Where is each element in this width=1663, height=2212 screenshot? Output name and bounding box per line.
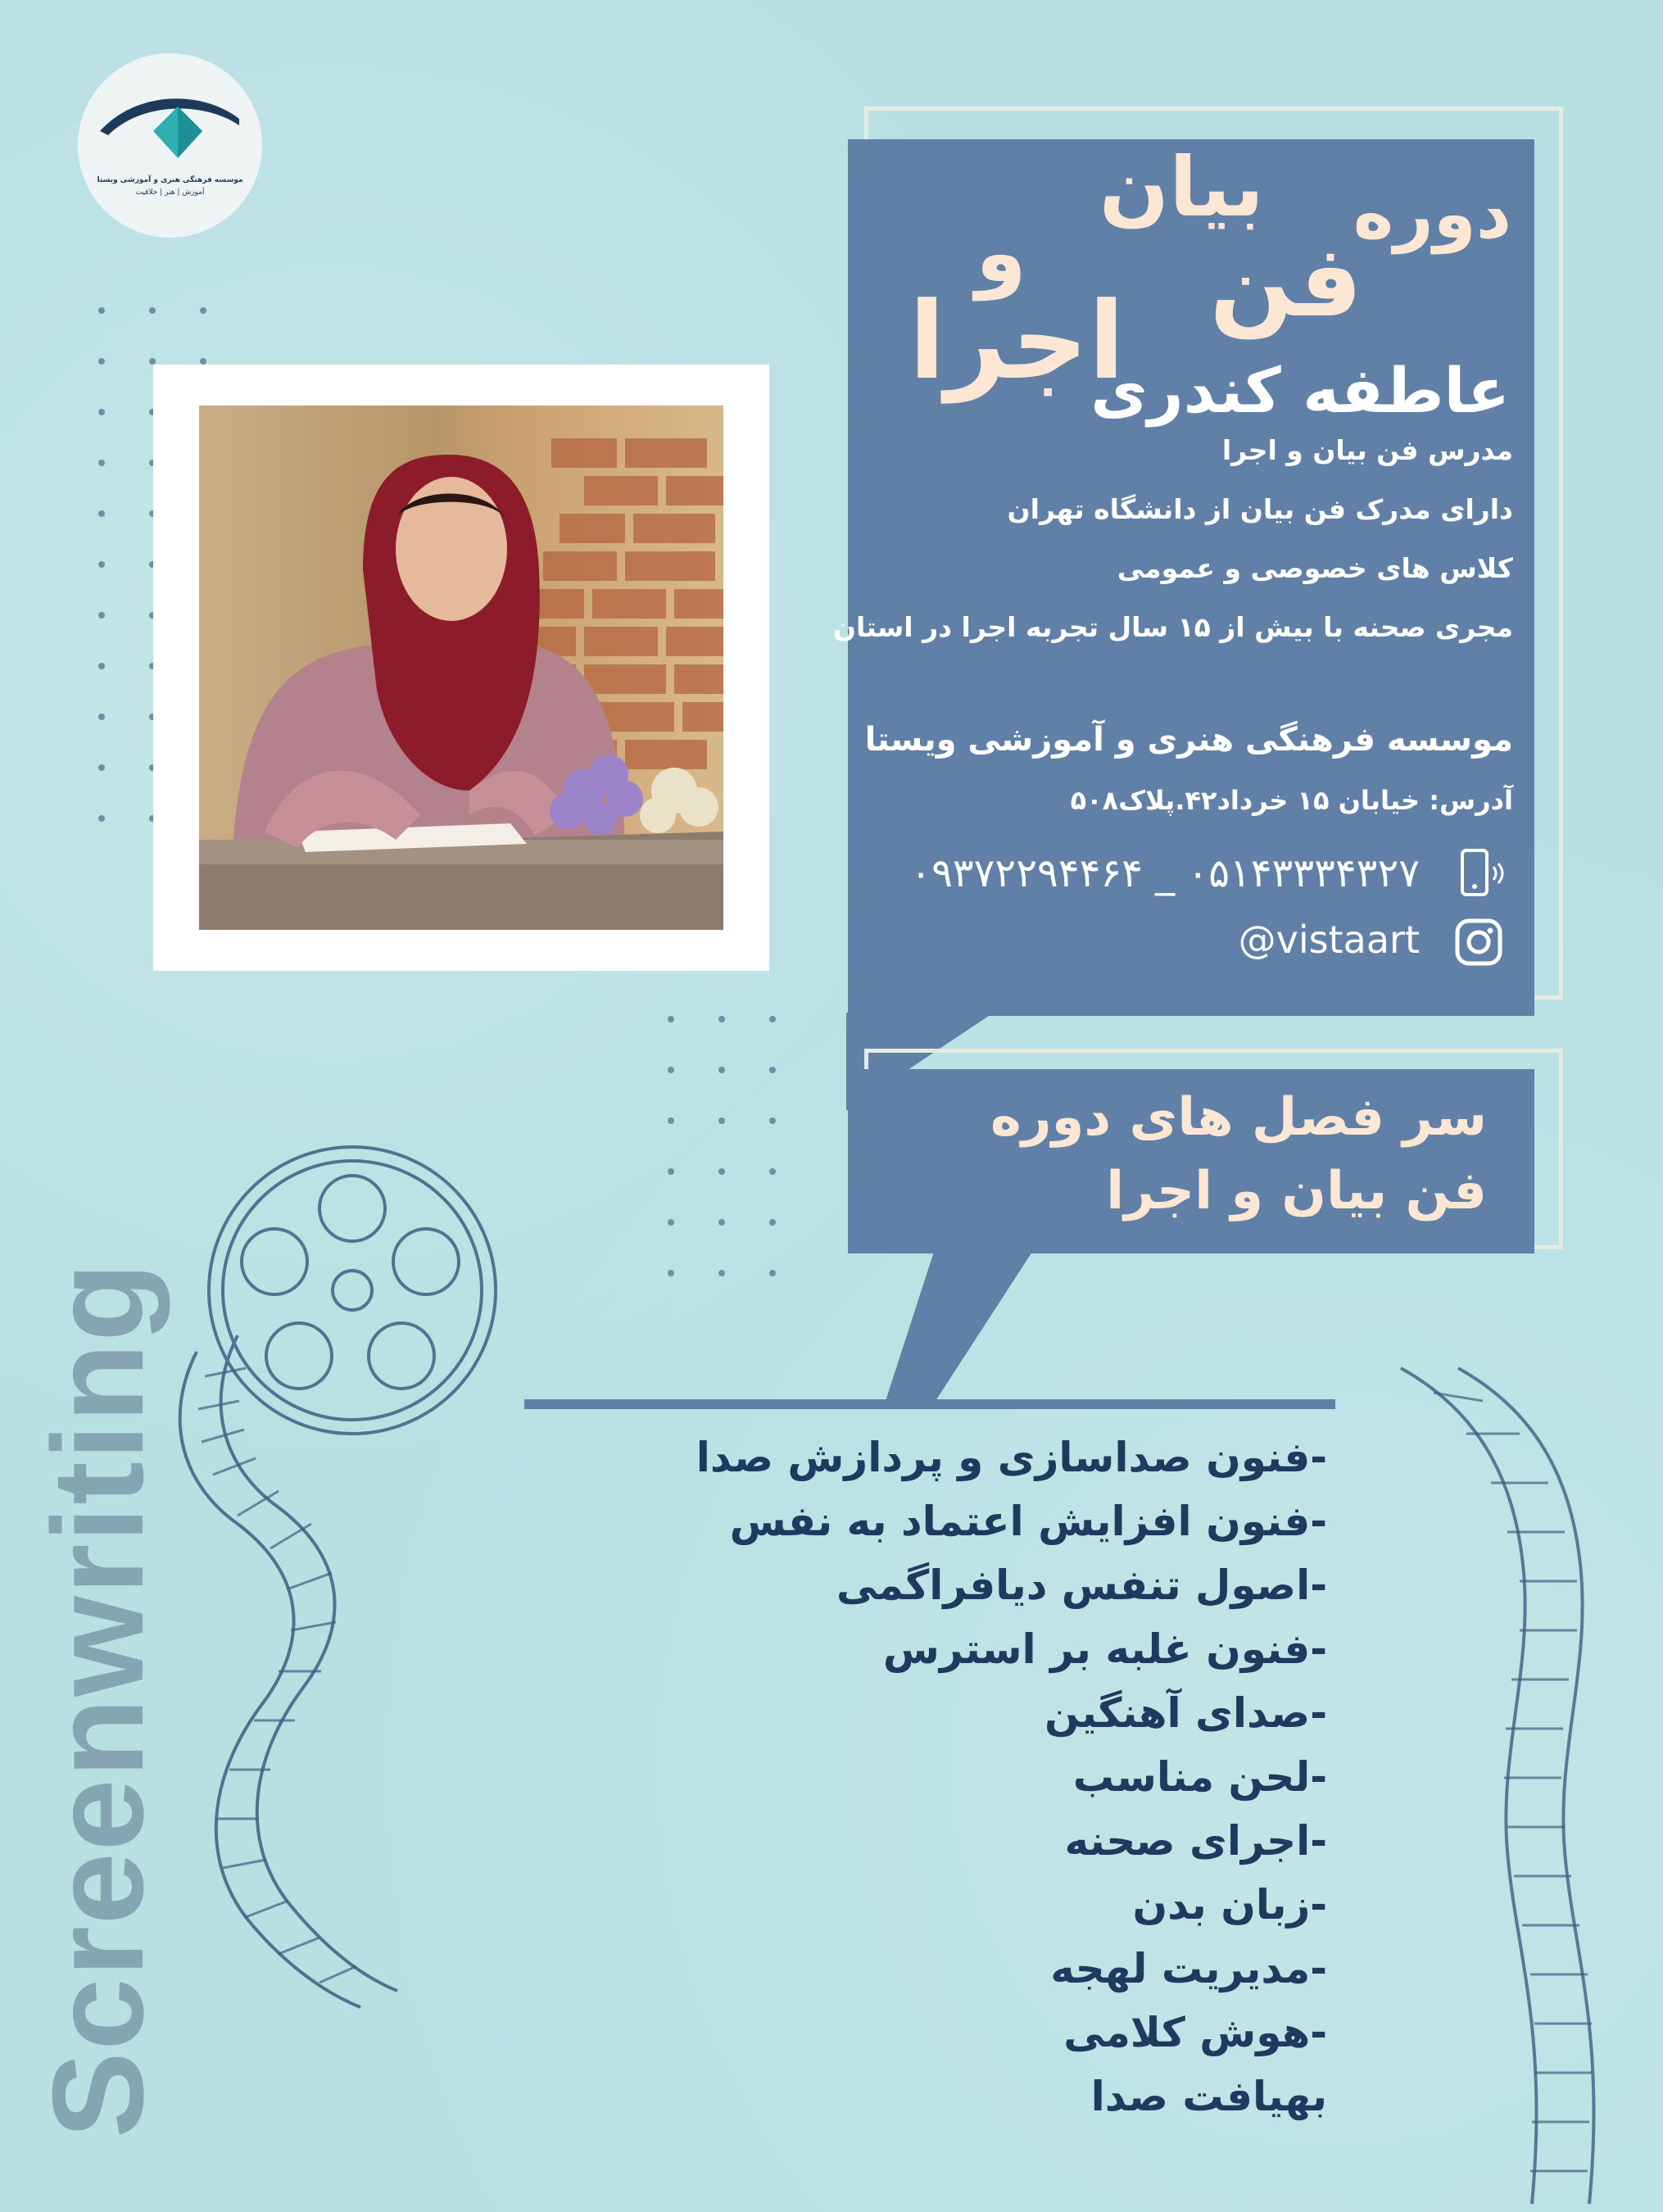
section-title-line2: فن بیان و اجرا [1106,1161,1487,1222]
instructor-line-4: مجری صحنه با بیش از ۱۵ سال تجربه اجرا در استان [832,611,1513,643]
logo-text-line2: آموزش | هنر | خلاقیت [135,188,205,197]
decor-dot [668,1270,674,1276]
portrait-illustration [199,406,723,930]
institute-address: آدرس: خیابان ۱۵ خرداد۴۲.پلاک۵۰۸ [1070,785,1513,816]
course-title-fan: فن [1209,225,1362,339]
topic-item: -اجرای صحنه [1064,1817,1327,1865]
decor-dot [98,663,105,669]
instructor-line-1: مدرس فن بیان و اجرا [1221,434,1513,466]
decor-dot [668,1117,674,1124]
course-title-ejra: اجرا [909,279,1125,403]
topic-item: -مدیریت لهجه [1050,1945,1327,1992]
decor-dot [718,1016,725,1022]
section-title-line1: سر فصل های دوره [990,1087,1487,1148]
decor-dot [718,1067,725,1073]
vista-logo-icon [96,86,243,176]
decor-dot [718,1117,725,1124]
decor-dot [98,612,105,619]
topics-divider [524,1399,1335,1409]
logo-text-line1: موسسه فرهنگی هنری و آموزشی ویستا [97,176,243,184]
topic-item: -زبان بدن [1132,1881,1327,1929]
phone-numbers[interactable]: ۰۵۱۴۳۳۳۴۳۲۷ _ ۰۹۳۷۲۲۹۴۴۶۴ [910,850,1420,896]
topic-item: -فنون افزایش اعتماد به نفس [729,1498,1327,1545]
film-reel-icon [147,1131,557,2032]
section-box-pointer [885,1252,1032,1403]
decor-dot [718,1219,725,1226]
decor-dot [200,307,206,314]
course-title-va: و [975,205,1026,301]
decor-dot [98,714,105,720]
institute-logo [78,53,262,238]
topic-item: -اصول تنفس دیافراگمی [836,1562,1327,1609]
decor-dot [668,1219,674,1226]
decor-dot [668,1168,674,1175]
topic-item: -لحن مناسب [1072,1753,1327,1801]
decor-dot [98,561,105,568]
phone-icon [1452,845,1510,903]
instagram-handle[interactable]: @vistaart [1238,918,1420,962]
decor-dot [149,307,156,314]
course-title-bayan: بیان [1099,139,1264,235]
instructor-photo-frame [153,365,769,971]
decor-dot [769,1168,776,1175]
screenwriting-watermark: Screenwriting [26,1261,170,2138]
instructor-line-3: کلاس های خصوصی و عمومی [1117,552,1513,584]
instagram-icon [1454,918,1503,967]
institute-name: موسسه فرهنگی هنری و آموزشی ویستا [864,721,1513,759]
decor-dot [98,307,105,314]
topic-item: -صدای آهنگین [1044,1689,1327,1737]
instructor-name: عاطفه کندری [1090,354,1510,427]
decor-dot [98,764,105,771]
decor-dot [98,409,105,415]
decor-dot [98,815,105,822]
film-strip-icon [1384,1360,1614,2212]
decor-dot [668,1016,674,1022]
decor-dot [769,1067,776,1073]
instructor-photo [199,406,723,930]
topic-item: بهیافت صدا [1090,2073,1327,2120]
instructor-info-box [832,139,1534,1016]
decor-dot [718,1270,725,1276]
decor-dot [769,1270,776,1276]
decor-dot [98,510,105,517]
decor-dot [769,1016,776,1022]
decor-dot [769,1219,776,1226]
decor-dot [718,1168,725,1175]
decor-dot [98,358,105,365]
instructor-line-2: دارای مدرک فن بیان از دانشگاه تهران [1007,493,1513,525]
decor-dot [769,1117,776,1124]
topic-item: -هوش کلامی [1063,2009,1327,2056]
topic-item: -فنون صداسازی و پردازش صدا [696,1434,1327,1481]
decor-dot [200,358,206,365]
decor-dot [98,460,105,466]
decor-dot [149,358,156,365]
topic-item: -فنون غلبه بر استرس [882,1625,1327,1673]
section-title-box [848,1069,1534,1253]
course-word: دوره [1353,174,1511,254]
decor-dot [668,1067,674,1073]
topics-list [696,1426,1327,2128]
